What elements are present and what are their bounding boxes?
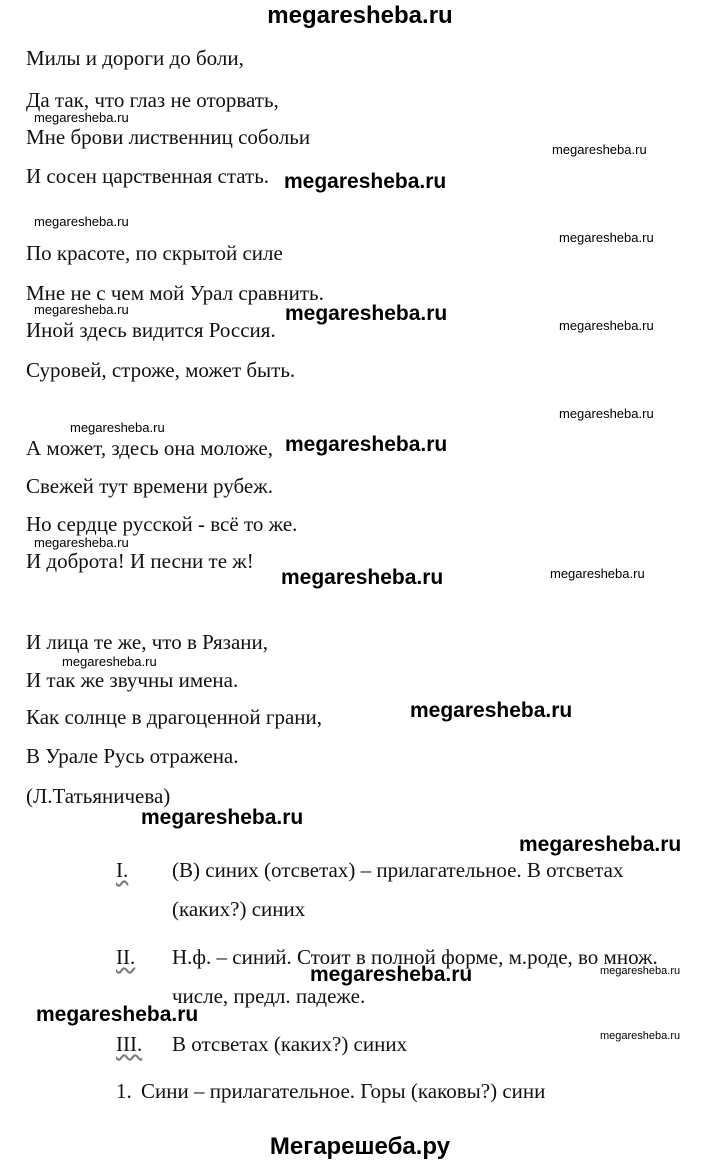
watermark: megaresheba.ru — [34, 535, 129, 550]
analysis-numeral: II. — [116, 945, 136, 969]
analysis-text: числе, предл. падеже. — [172, 984, 366, 1008]
watermark: megaresheba.ru — [410, 699, 573, 722]
watermark: megaresheba.ru — [600, 1030, 681, 1042]
poem-line: И так же звучны имена. — [26, 668, 239, 692]
watermark: megaresheba.ru — [284, 170, 447, 193]
watermark: megaresheba.ru — [70, 420, 165, 435]
watermark: megaresheba.ru — [62, 654, 157, 669]
watermark: megaresheba.ru — [519, 833, 682, 856]
watermark: megaresheba.ru — [141, 806, 304, 829]
poem-author: (Л.Татьяничева) — [26, 784, 171, 808]
numbered-item-number: 1. — [116, 1079, 132, 1103]
watermark: megaresheba.ru — [285, 302, 448, 325]
poem-line: Суровей, строже, может быть. — [26, 358, 296, 382]
poem-line: А может, здесь она моложе, — [26, 436, 274, 460]
watermark: megaresheba.ru — [559, 406, 654, 421]
watermark: megaresheba.ru — [552, 142, 647, 157]
watermark: megaresheba.ru — [559, 318, 654, 333]
watermark: megaresheba.ru — [285, 433, 448, 456]
watermark: megaresheba.ru — [559, 230, 654, 245]
analysis-numeral: I. — [116, 858, 129, 882]
watermark: megaresheba.ru — [34, 110, 129, 125]
watermark: megaresheba.ru — [281, 566, 444, 589]
poem-line: И сосен царственная стать. — [26, 164, 270, 188]
poem-line: Мне не с чем мой Урал сравнить. — [26, 281, 324, 305]
poem-line: Мне брови лиственниц собольи — [26, 125, 311, 149]
site-footer: Мегарешеба.ру — [269, 1133, 451, 1160]
watermark: megaresheba.ru — [34, 302, 129, 317]
watermark: megaresheba.ru — [600, 965, 681, 977]
watermark: megaresheba.ru — [36, 1003, 199, 1026]
watermark: megaresheba.ru — [310, 963, 473, 986]
poem-line: Как солнце в драгоценной грани, — [26, 705, 323, 729]
poem-line: В Урале Русь отражена. — [26, 744, 239, 768]
poem-line: Свежей тут времени рубеж. — [26, 474, 273, 498]
analysis-numeral: III. — [116, 1032, 143, 1056]
poem-line: По красоте, по скрытой силе — [26, 241, 283, 265]
poem-line: И доброта! И песни те ж! — [26, 549, 254, 573]
analysis-text: (В) синих (отсветах) – прилагательное. В отсветах — [172, 858, 624, 882]
watermark: megaresheba.ru — [550, 566, 645, 581]
analysis-text: В отсветах (каких?) синих — [172, 1032, 408, 1056]
site-header: megaresheba.ru — [267, 2, 453, 29]
numbered-item-text: Сини – прилагательное. Горы (каковы?) сини — [141, 1079, 546, 1103]
watermark: megaresheba.ru — [34, 214, 129, 229]
poem-line: Милы и дороги до боли, — [26, 46, 244, 70]
poem-line: Иной здесь видится Россия. — [26, 318, 276, 342]
analysis-text: Н.ф. – синий. Стоит в полной форме, м.роде, во множ. — [172, 945, 658, 969]
poem-line: Но сердце русской - всё то же. — [26, 512, 298, 536]
poem-line: Да так, что глаз не оторвать, — [26, 88, 279, 112]
analysis-text: (каких?) синих — [172, 897, 306, 921]
poem-line: И лица те же, что в Рязани, — [26, 630, 269, 654]
